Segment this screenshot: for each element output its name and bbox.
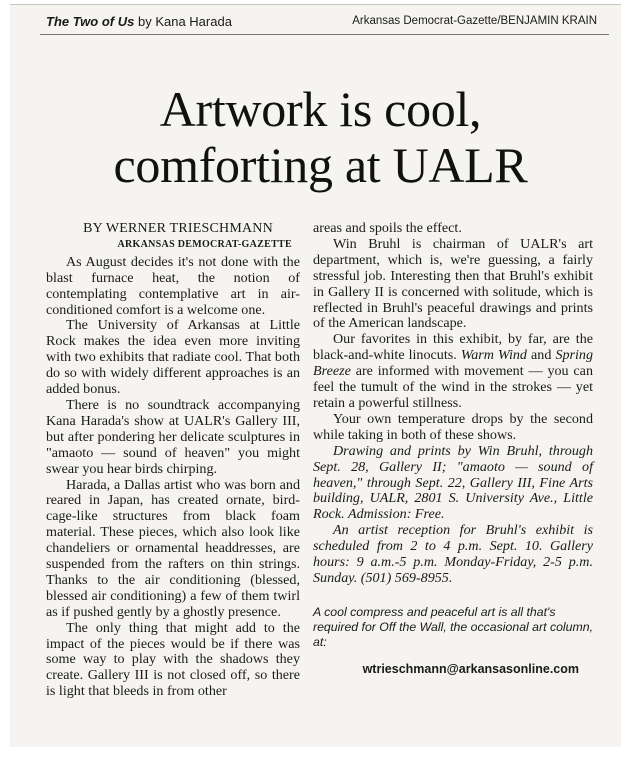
byline-author: BY WERNER TRIESCHMANN [83, 221, 273, 236]
paragraph: Your own temperature drops by the second while taking in both of these shows. [313, 410, 593, 443]
article-column-2 [313, 221, 593, 678]
photo-credit: Arkansas Democrat-Gazette/BENJAMIN KRAIN [352, 15, 597, 27]
exhibit-info: Drawing and prints by Win Bruhl, through Sept. 28, Gallery II; "amaoto — sound of heaven," through Sept. 22, Gallery III, Fine Arts building, UALR, 2801 S. University Ave., Little Rock. Admission: Free. [313, 442, 593, 523]
paragraph: The only thing that might add to the impact of the pieces would be if there was some way to play with the shadows they create. Gallery III is not closed off, so there is light that bleeds in from other [46, 619, 300, 700]
paragraph: Win Bruhl is chairman of UALR's art department, which is, we're guessing, a fairly stressful job. Interesting then that Bruhl's exhibit in Gallery II is concerned with solitude, which is reflected in Bruhl's peaceful drawings and prints of the American landscape. [313, 235, 593, 332]
paragraph-text: Our favorites in this exhibit, by far, are the black-and-white linocuts. [313, 331, 593, 364]
paragraph-text: are informed with movement — you can feel the tumult of the wind in the strokes — yet retain a powerful stillness. [313, 363, 593, 411]
reception-info: An artist reception for Bruhl's exhibit is scheduled from 2 to 4 p.m. Sept. 10. Gallery hours: 9 a.m.-5 p.m. Monday-Friday, 2-5 p.m. Sunday. (501) 569-8955. [313, 522, 593, 586]
article-column-1 [46, 221, 300, 700]
headline-line-1: Artwork is cool, [159, 81, 482, 137]
headline-line-2: comforting at UALR [113, 137, 528, 193]
headline [40, 81, 601, 193]
author-email: wtrieschmann@arkansasonline.com [362, 661, 579, 676]
paragraph [313, 332, 593, 412]
artwork-title: The Two of Us [46, 14, 135, 29]
artwork-title-spring-breeze: Spring Breeze [313, 347, 594, 380]
artwork-title-warm-wind: Warm Wind [460, 347, 527, 364]
artwork-artist: by Kana Harada [137, 14, 232, 29]
paragraph: The University of Arkansas at Little Rock makes the idea even more inviting with two exhibits that radiate cool. That both do so with widely different approaches is an added bonus. [46, 317, 300, 398]
paragraph: Harada, a Dallas artist who was born and reared in Japan, has created ornate, bird-cage-like structures from black foam material. These pieces, which also look like chandeliers or ornamental headdresses, are suspended from the rafters on thin strings. Thanks to the air conditioning (blessed, blessed air conditioning) a few of them twirl as if pushed gently by a ghostly presence. [46, 476, 300, 620]
paragraph-continuation: areas and spoils the effect. [313, 220, 462, 236]
paragraph: There is no soundtrack accompanying Kana Harada's show at UALR's Gallery III, but after pondering her delicate sculptures in "amaoto — sound of heaven" you might swear you hear birds chirping. [46, 396, 300, 477]
photo-caption [46, 14, 232, 29]
paragraph: As August decides it's not done with the blast furnace heat, the notion of contemplating contemplative art in air-conditioned comfort is a welcome one. [46, 253, 300, 318]
paragraph-text: and [531, 347, 552, 364]
newspaper-clipping [10, 4, 621, 747]
photo-caption-bar [46, 14, 611, 30]
caption-divider [40, 34, 609, 35]
column-note: A cool compress and peaceful art is all that's required for Off the Wall, the occasional art column, at: [313, 604, 594, 649]
byline-agency: ARKANSAS DEMOCRAT-GAZETTE [117, 238, 292, 250]
